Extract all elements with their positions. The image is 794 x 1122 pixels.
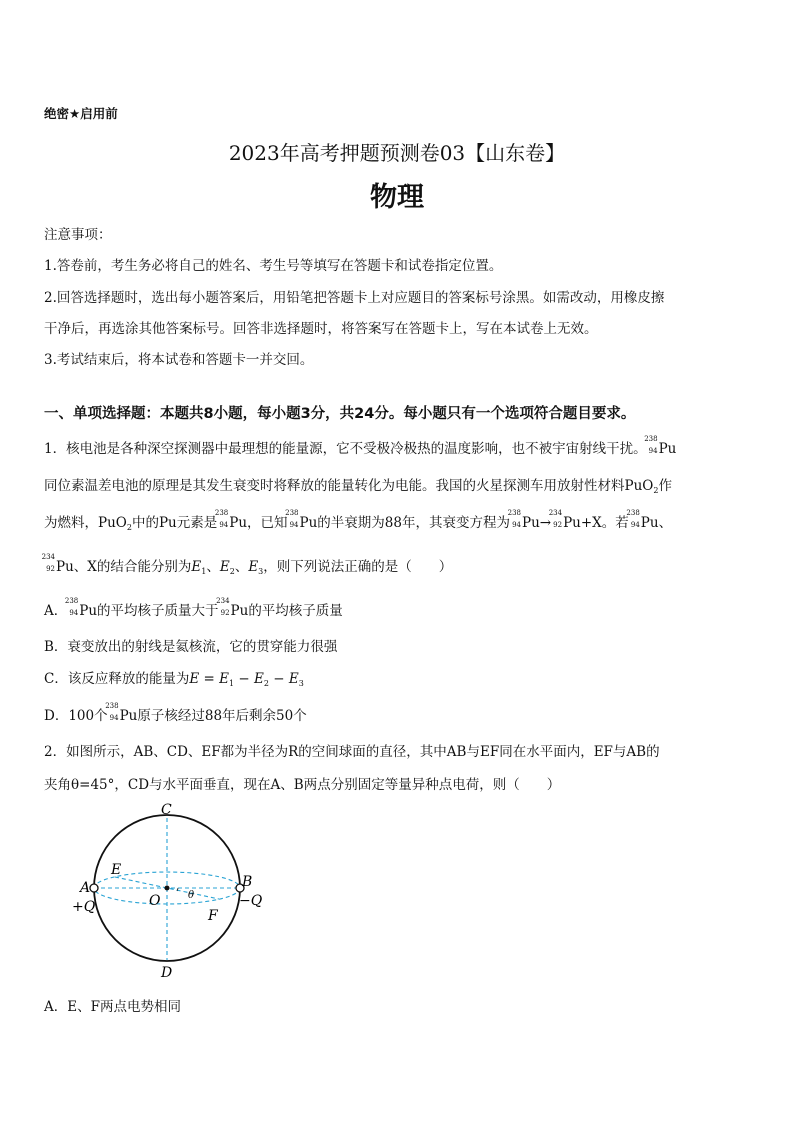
sphere-diagram — [60, 800, 280, 980]
q2-line1: 2．如图所示，AB、CD、EF都为半径为R的空间球面的直径，其中AB与EF同在水平面内，EF与AB的 — [44, 744, 660, 760]
q2-line2: 夹角θ=45°，CD与水平面垂直，现在A、B两点分别固定等量异种点电荷，则（ ） — [44, 777, 561, 793]
label-theta: θ — [188, 890, 195, 901]
q1-option-b: B．衰变放出的射线是氦核流，它的贯穿能力很强 — [44, 639, 338, 655]
q1-line1: 1．核电池是各种深空探测器中最理想的能量源，它不受极冷极热的温度影响，也不被宇宙射线干扰。 238 94 Pu — [44, 434, 677, 457]
subject-title: 物理 — [370, 182, 424, 213]
label-b: B — [242, 874, 253, 890]
q1-option-d: D．100个 238 94 Pu原子核经过88年后剩余50个 — [44, 701, 307, 724]
label-c: C — [161, 802, 172, 818]
label-f: F — [208, 908, 218, 924]
notes-heading: 注意事项： — [44, 227, 112, 243]
pu238-symbol: 238 94 — [644, 434, 658, 455]
label-plus-q: +Q — [72, 899, 96, 915]
q1-option-c: C．该反应释放的能量为$E = E_1 - E_2 - E_3$ — [44, 671, 304, 688]
center-point-o — [165, 886, 170, 891]
confidential-label: 绝密★启用前 — [44, 106, 118, 121]
label-d: D — [161, 965, 173, 980]
q1-line2: 同位素温差电池的原理是其发生衰变时将释放的能量转化为电能。我国的火星探测车用放射性材料PuO$_2$作 — [44, 478, 672, 495]
note-1: 1.答卷前，考生务必将自己的姓名、考生号等填写在答题卡和试卷指定位置。 — [44, 258, 503, 274]
note-2-line2: 干净后，再选涂其他答案标号。回答非选择题时，将答案写在答题卡上，写在本试卷上无效。 — [44, 321, 598, 337]
q1-line3: 为燃料，PuO$_2$中的Pu元素是 238 94 Pu，已知 238 94 Pu的半衰期为88年，其衰变方程为 238 94 Pu→ 234 92 Pu+X。若 238 94 Pu、 — [44, 508, 673, 532]
charge-a — [90, 884, 98, 892]
q1-option-a: A． 238 94 Pu的平均核子质量大于 234 92 Pu的平均核子质量 — [44, 596, 343, 619]
section-heading: 一、单项选择题：本题共8小题，每小题3分，共24分。每小题只有一个选项符合题目要求。 — [44, 406, 636, 422]
exam-title: 2023年高考押题预测卷03【山东卷】 — [228, 141, 566, 165]
label-o: O — [149, 893, 161, 909]
label-e: E — [111, 862, 122, 878]
note-2-line1: 2.回答选择题时，选出每小题答案后，用铅笔把答题卡上对应题目的答案标号涂黑。如需改动，用橡皮擦 — [44, 290, 665, 306]
note-3: 3.考试结束后，将本试卷和答题卡一并交回。 — [44, 352, 314, 368]
q2-option-a: A．E、F两点电势相同 — [44, 999, 181, 1015]
label-minus-q: −Q — [239, 893, 263, 909]
label-a: A — [80, 880, 91, 896]
q1-line4: 234 92 Pu、X的结合能分别为$E_1$、$E_2$、$E_3$，则下列说法正确的是（ ） — [41, 552, 453, 576]
